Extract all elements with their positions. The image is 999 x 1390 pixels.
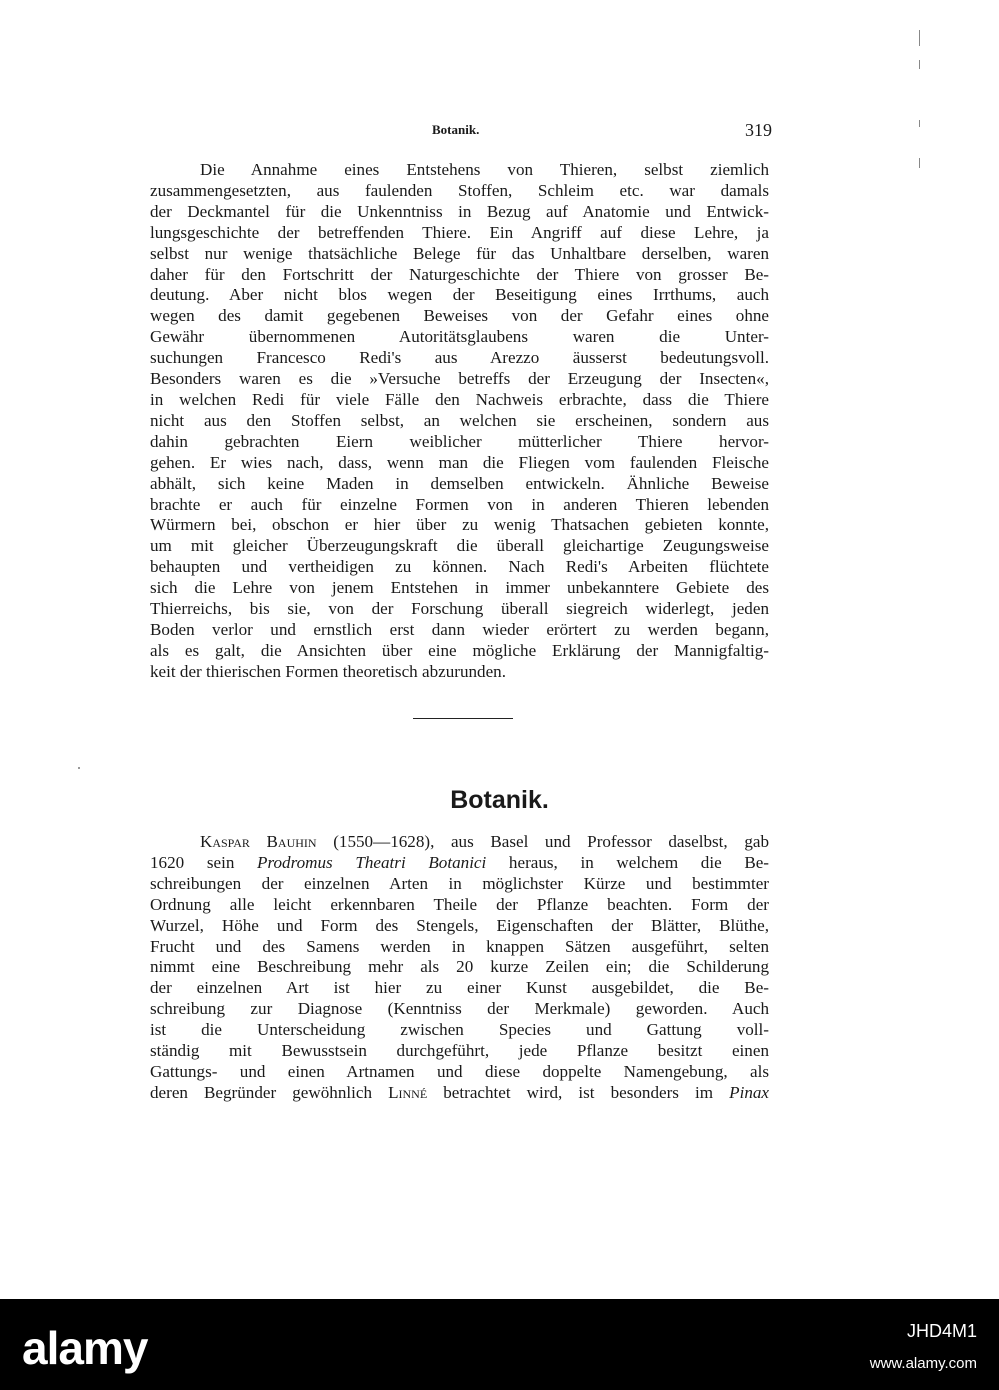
text-line: suchungen Francesco Redi's aus Arezzo äusserst bedeutungsvoll. bbox=[150, 348, 769, 368]
text-line: abhält, sich keine Maden in demselben entwickeln. Ähnliche Beweise bbox=[150, 473, 769, 493]
running-head bbox=[432, 120, 772, 140]
text-line: Kaspar Bauhin (1550—1628), aus Basel und Professor daselbst, gab bbox=[200, 832, 769, 851]
text-line: Thierreichs, bis sie, von der Forschung überall siegreich widerlegt, jeden bbox=[150, 599, 769, 619]
page-number: 319 bbox=[745, 120, 772, 140]
margin-mark bbox=[919, 30, 920, 46]
text-line: keit der thierischen Formen theoretisch abzurunden. bbox=[150, 661, 506, 681]
text-line: schreibung zur Diagnose (Kenntniss der Merkmale) geworden. Auch bbox=[150, 999, 769, 1019]
text-line: zusammengesetzten, aus faulenden Stoffen, Schleim etc. war damals bbox=[150, 180, 769, 200]
paragraph-bauhin bbox=[150, 832, 769, 1104]
text-line: um mit gleicher Überzeugungskraft die überall gleichartige Zeugungsweise bbox=[150, 536, 769, 556]
text-line: Wurzel, Höhe und Form des Stengels, Eigenschaften der Blätter, Blüthe, bbox=[150, 915, 769, 935]
running-head-title: Botanik. bbox=[432, 122, 480, 137]
text-line: selbst nur wenige thatsächliche Belege für das Unhaltbare derselben, waren bbox=[150, 243, 769, 263]
text-line: wegen des damit gegebenen Beweises von der Gefahr eines ohne bbox=[150, 306, 769, 326]
scan-speck bbox=[78, 767, 80, 769]
section-divider bbox=[413, 718, 513, 719]
text-line: 1620 sein Prodromus Theatri Botanici heraus, in welchem die Be- bbox=[150, 852, 770, 872]
text-line: daher für den Fortschritt der Naturgeschichte der Thiere von grosser Be- bbox=[150, 264, 769, 284]
text-line: der einzelnen Art ist hier zu einer Kunst ausgebildet, die Be- bbox=[150, 978, 769, 998]
text-line: der Deckmantel für die Unkenntniss in Bezug auf Anatomie und Entwick- bbox=[150, 201, 769, 221]
text-line: ständig mit Bewusstsein durchgeführt, jede Pflanze besitzt einen bbox=[150, 1041, 769, 1061]
text-line: Besonders waren es die »Versuche betreffs der Erzeugung der Insecten«, bbox=[150, 369, 769, 389]
image-code: JHD4M1 bbox=[906, 1321, 977, 1341]
text-line: nimmt eine Beschreibung mehr als 20 kurze Zeilen ein; die Schilderung bbox=[150, 957, 769, 977]
book-title: Pinax bbox=[729, 1082, 769, 1102]
text-line: sich die Lehre von jenem Entstehen in immer unbekanntere Gebiete des bbox=[150, 578, 769, 598]
text-line: Gewähr übernommenen Autoritätsglaubens waren die Unter- bbox=[150, 327, 769, 347]
text-line: behaupten und vertheidigen zu können. Nach Redi's Arbeiten flüchtete bbox=[150, 557, 769, 577]
author-name: Linné bbox=[388, 1082, 428, 1102]
text-line: Würmern bei, obschon er hier über zu wenig Thatsachen gebieten konnte, bbox=[150, 515, 769, 535]
text-line: Frucht und des Samens werden in knappen Sätzen ausgeführt, selten bbox=[150, 936, 769, 956]
text-line: dahin gebrachten Eiern weiblicher mütterlicher Thiere hervor- bbox=[150, 431, 769, 451]
margin-mark bbox=[919, 158, 920, 168]
text-line: in welchen Redi für viele Fälle den Nachweis erbrachte, dass die Thiere bbox=[150, 389, 769, 409]
section-heading: Botanik. bbox=[450, 786, 549, 814]
alamy-logo[interactable]: alamy bbox=[22, 1322, 148, 1374]
text-line: Boden verlor und ernstlich erst dann wieder erörtert zu werden begann, bbox=[150, 619, 769, 639]
text-line: lungsgeschichte der betreffenden Thiere. Ein Angriff auf diese Lehre, ja bbox=[150, 222, 769, 242]
text-line: als es galt, die Ansichten über eine mögliche Erklärung der Mannigfaltig- bbox=[150, 640, 769, 660]
footer-url[interactable]: www.alamy.com bbox=[869, 1355, 977, 1372]
text-line: deutung. Aber nicht blos wegen der Beseitigung eines Irrthums, auch bbox=[150, 285, 769, 305]
text-line: Die Annahme eines Entstehens von Thieren, selbst ziemlich bbox=[200, 160, 769, 179]
author-name: Kaspar Bauhin bbox=[200, 832, 317, 851]
text-line: Gattungs- und einen Artnamen und diese doppelte Namengebung, als bbox=[150, 1061, 769, 1081]
text-line: nicht aus den Stoffen selbst, an welchen sie erscheinen, sondern aus bbox=[150, 410, 769, 430]
margin-mark bbox=[919, 120, 920, 127]
text-line: brachte er auch für einzelne Formen von in anderen Thieren lebenden bbox=[150, 494, 769, 514]
paragraph-spontaneous-generation bbox=[150, 160, 769, 683]
text-line: schreibungen der einzelnen Arten in möglichster Kürze und bestimmter bbox=[150, 873, 769, 893]
book-title: Prodromus Theatri Botanici bbox=[257, 852, 487, 872]
stock-photo-footer bbox=[0, 1299, 999, 1390]
text-line: gehen. Er wies nach, dass, wenn man die Fliegen vom faulenden Fleische bbox=[150, 452, 769, 472]
margin-mark bbox=[919, 60, 920, 69]
text-line: Ordnung alle leicht erkennbaren Theile der Pflanze beachten. Form der bbox=[150, 894, 769, 914]
text-line: ist die Unterscheidung zwischen Species und Gattung voll- bbox=[150, 1020, 769, 1040]
text-line: deren Begründer gewöhnlich Linné betrachtet wird, ist besonders im Pinax bbox=[150, 1082, 769, 1102]
